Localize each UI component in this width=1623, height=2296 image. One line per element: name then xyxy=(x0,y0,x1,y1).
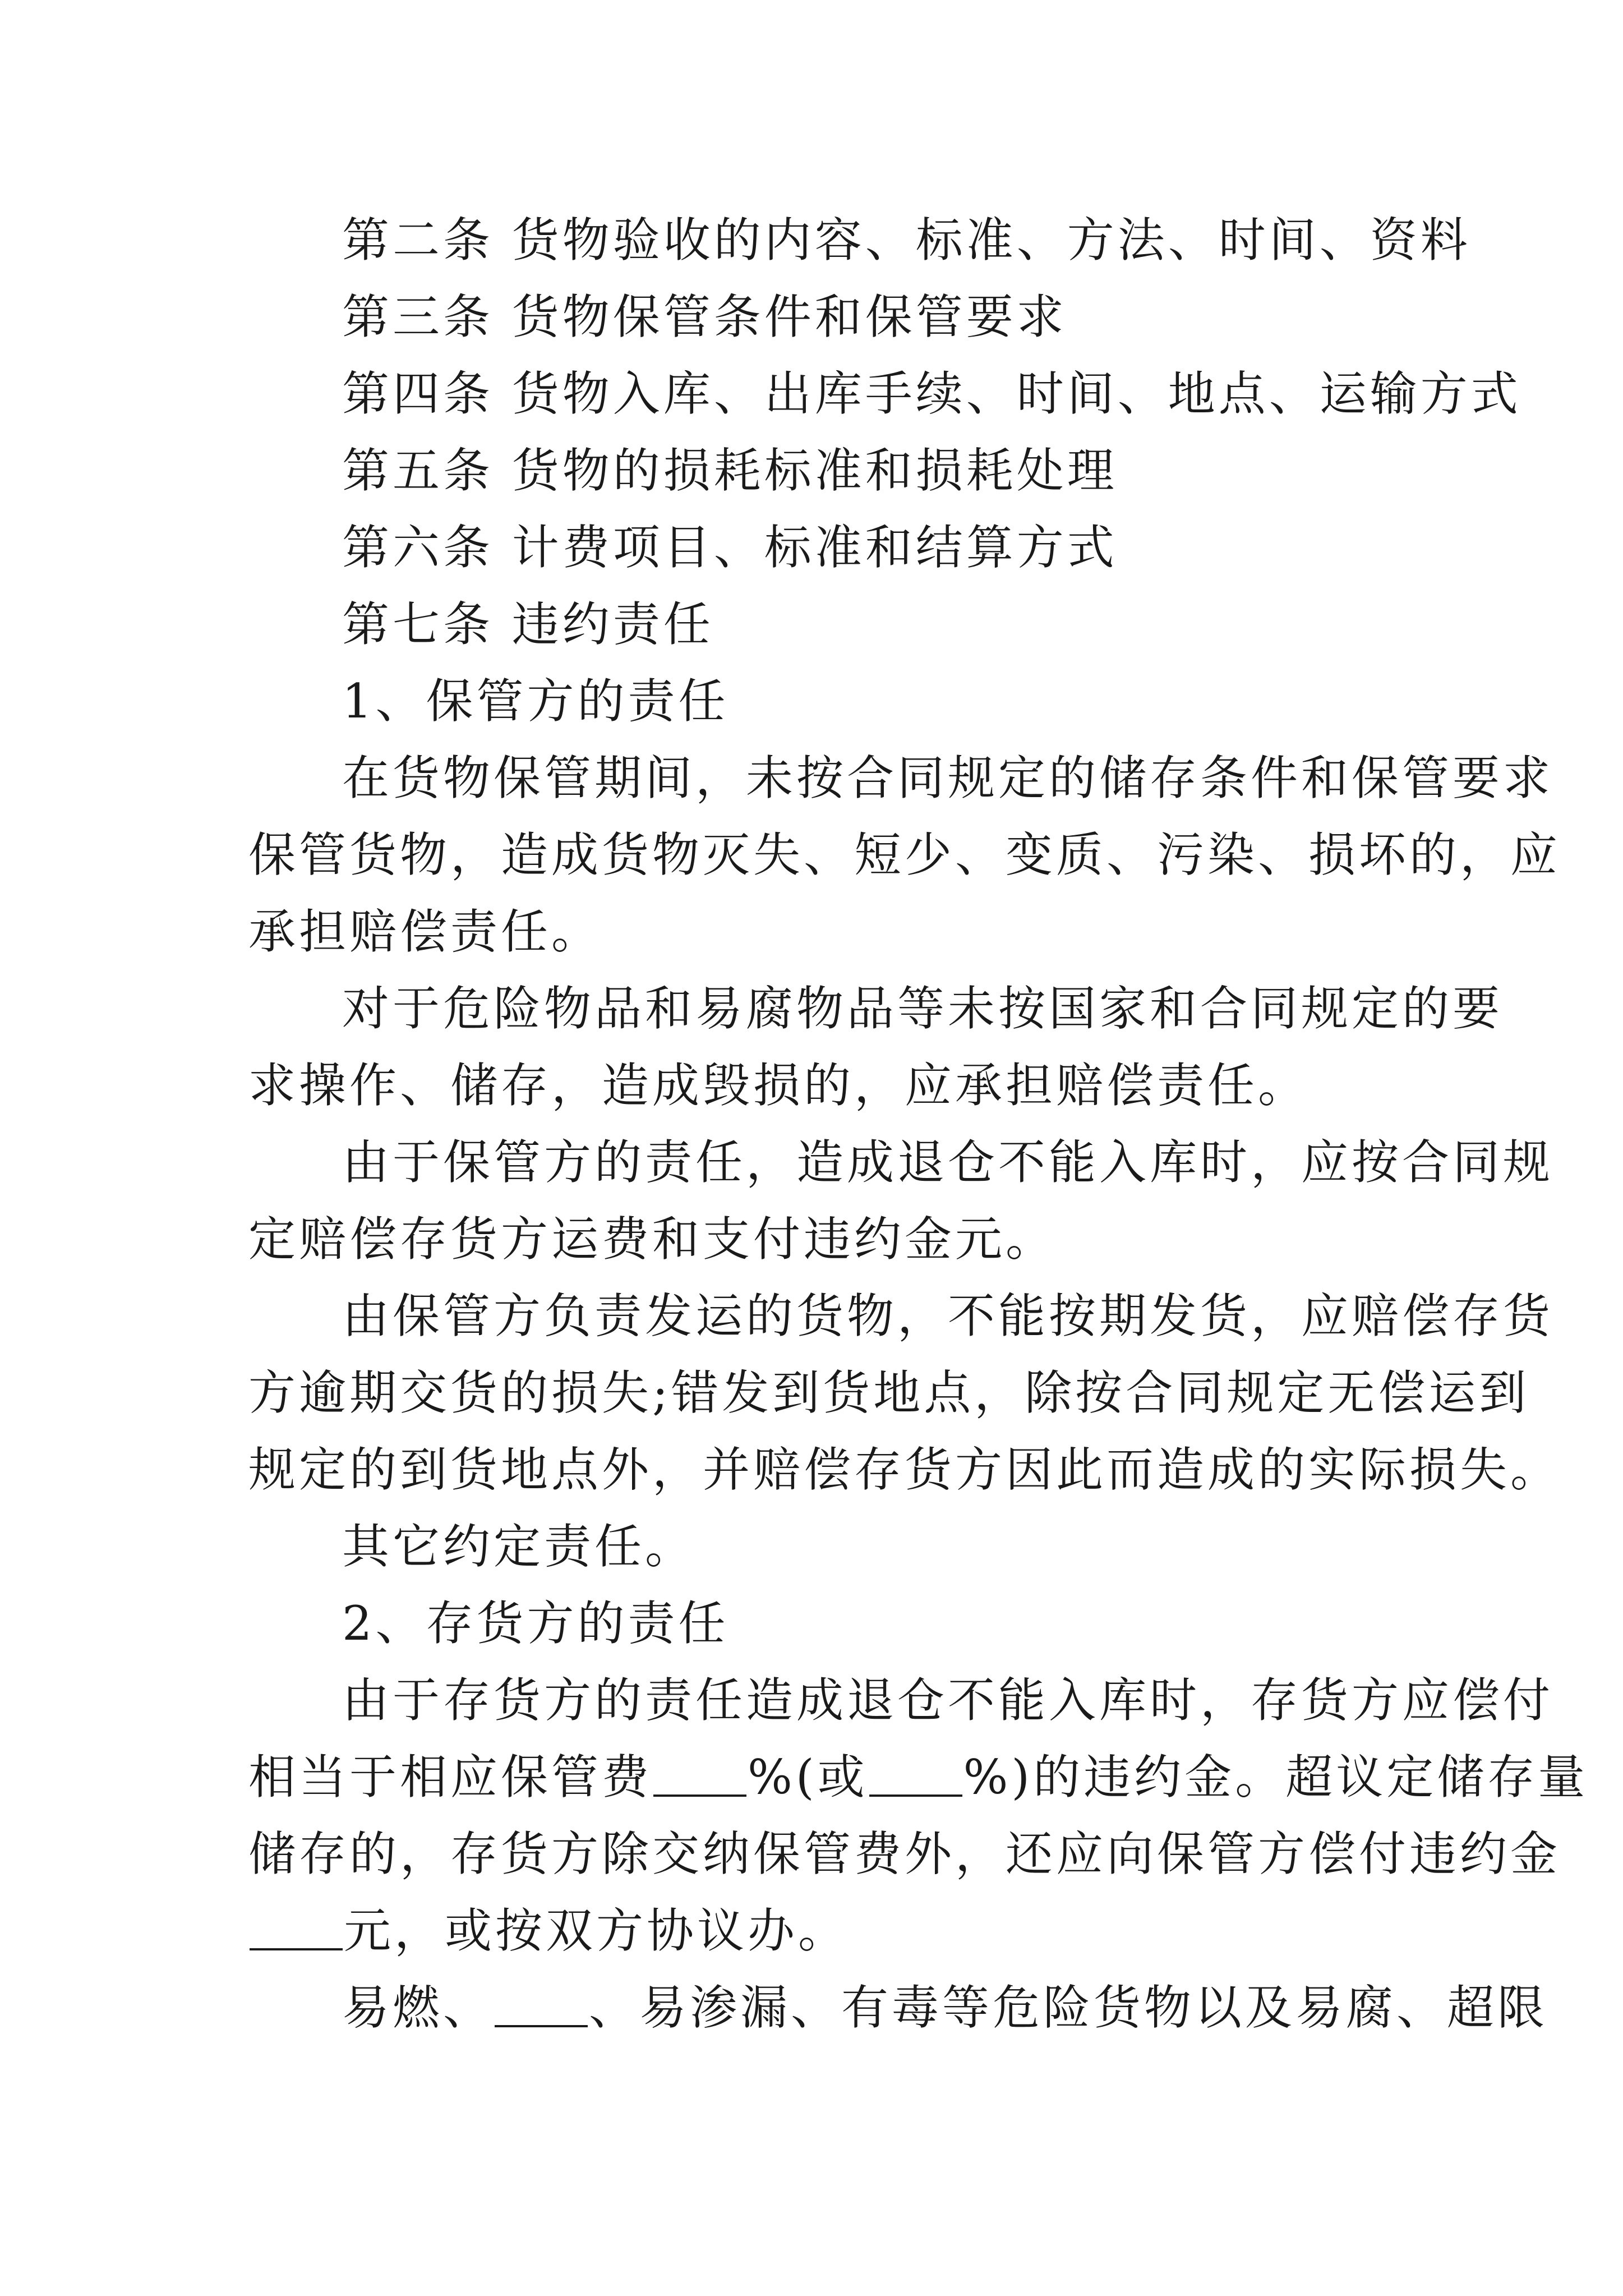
paragraph-line: 求操作、储存，造成毁损的，应承担赔偿责任。 xyxy=(248,1058,1309,1113)
paragraph-line: 承担赔偿责任。 xyxy=(248,904,602,959)
paragraph-line: 由于存货方的责任造成退仓不能入库时，存货方应偿付 xyxy=(342,1673,1554,1728)
fill-in-blank[interactable] xyxy=(495,2025,588,2027)
clause-5: 第五条 货物的损耗标准和损耗处理 xyxy=(342,443,1118,498)
paragraph-line: 对于危险物品和易腐物品等未按国家和合同规定的要 xyxy=(342,981,1504,1036)
paragraph-line xyxy=(248,1739,1589,1816)
text-segment: %(或 xyxy=(748,1750,868,1805)
clause-3: 第三条 货物保管条件和保管要求 xyxy=(342,289,1067,344)
paragraph-line: 储存的，存货方除交纳保管费外，还应向保管方偿付违约金 xyxy=(248,1826,1561,1881)
paragraph-line: 规定的到货地点外，并赔偿存货方因此而造成的实际损失。 xyxy=(248,1442,1561,1497)
paragraph-line xyxy=(248,1970,1548,2046)
text-segment: 、易渗漏、有毒等危险货物以及易腐、超限 xyxy=(589,1980,1548,2035)
text-segment: %)的违约金。超议定储存量 xyxy=(963,1750,1589,1805)
paragraph-line: 在货物保管期间，未按合同规定的储存条件和保管要求 xyxy=(342,751,1554,806)
paragraph-line: 保管货物，造成货物灭失、短少、变质、污染、损坏的，应 xyxy=(248,827,1561,882)
paragraph-line: 定赔偿存货方运费和支付违约金元。 xyxy=(248,1212,1057,1267)
paragraph-line: 其它约定责任。 xyxy=(342,1519,696,1574)
section-2-heading: 2、存货方的责任 xyxy=(342,1596,729,1651)
clause-2: 第二条 货物验收的内容、标准、方法、时间、资料 xyxy=(342,213,1471,268)
fill-in-blank[interactable] xyxy=(653,1795,746,1797)
document-body xyxy=(248,202,1589,2046)
paragraph-line: 由保管方负责发运的货物，不能按期发货，应赔偿存货 xyxy=(342,1289,1554,1343)
clause-6: 第六条 计费项目、标准和结算方式 xyxy=(342,520,1118,575)
paragraph-line: 由于保管方的责任，造成退仓不能入库时，应按合同规 xyxy=(342,1135,1554,1190)
text-segment: 元，或按双方协议办。 xyxy=(344,1903,849,1958)
clause-7: 第七条 违约责任 xyxy=(342,597,714,652)
text-segment: 相当于相应保管费 xyxy=(248,1750,653,1805)
text-segment: 易燃、 xyxy=(342,1980,494,2035)
paragraph-line xyxy=(248,1893,1376,1970)
clause-4: 第四条 货物入库、出库手续、时间、地点、运输方式 xyxy=(342,366,1521,421)
fill-in-blank[interactable] xyxy=(869,1795,962,1797)
section-1-heading: 1、保管方的责任 xyxy=(342,674,729,729)
paragraph-line: 方逾期交货的损失;错发到货地点，除按合同规定无偿运到 xyxy=(248,1365,1530,1420)
fill-in-blank[interactable] xyxy=(250,1948,343,1950)
